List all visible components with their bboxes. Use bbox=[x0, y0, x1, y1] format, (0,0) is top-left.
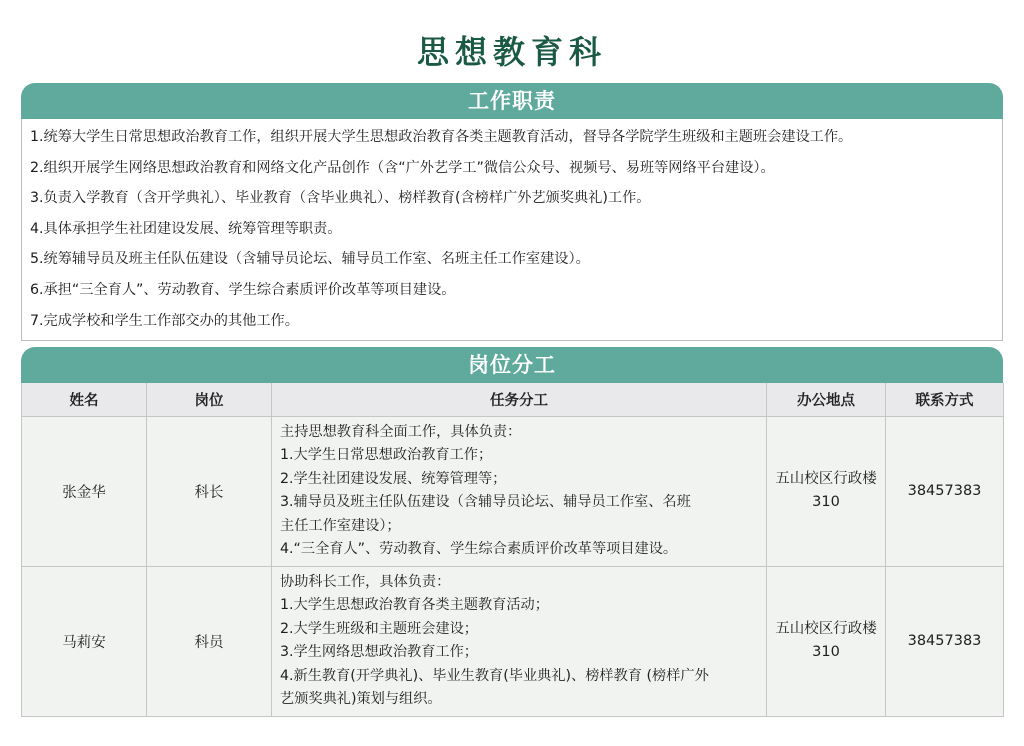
cell-location bbox=[767, 566, 886, 716]
table-row bbox=[22, 566, 1004, 716]
location-room: 310 bbox=[812, 494, 840, 510]
duty-item: 3.负责入学教育（含开学典礼）、毕业教育（含毕业典礼）、榜样教育(含榜样广外艺颁奖典礼)工作。 bbox=[30, 190, 651, 207]
task-line: 3.学生网络思想政治教育工作； bbox=[280, 644, 478, 660]
task-line: 3.辅导员及班主任队伍建设（含辅导员论坛、辅导员工作室、名班 bbox=[280, 494, 691, 510]
column-header-location: 办公地点 bbox=[767, 383, 886, 416]
duties-list bbox=[21, 119, 1003, 341]
duty-item: 2.组织开展学生网络思想政治教育和网络文化产品创作（含“广外艺学工”微信公众号、视频号、易班等网络平台建设）。 bbox=[30, 159, 775, 176]
task-line: 协助科长工作，具体负责： bbox=[280, 573, 451, 590]
task-line: 4.新生教育(开学典礼)、毕业生教育(毕业典礼)、榜样教育 (榜样广外 bbox=[280, 667, 709, 684]
duties-header: 工作职责 bbox=[21, 83, 1003, 119]
cell-location bbox=[767, 416, 886, 566]
cell-tasks bbox=[272, 416, 767, 566]
table-row bbox=[22, 416, 1004, 566]
task-line: 1.大学生日常思想政治教育工作； bbox=[280, 447, 493, 463]
task-line: 艺颁奖典礼)策划与组织。 bbox=[280, 691, 442, 707]
task-line: 4.“三全育人”、劳动教育、学生综合素质评价改革等项目建设。 bbox=[280, 541, 678, 557]
duties-section bbox=[21, 83, 1003, 341]
positions-section bbox=[21, 347, 1003, 717]
cell-phone: 38457383 bbox=[886, 566, 1004, 716]
task-line: 2.学生社团建设发展、统筹管理等； bbox=[280, 470, 507, 487]
cell-role: 科员 bbox=[147, 566, 272, 716]
task-line: 主持思想教育科全面工作，具体负责： bbox=[280, 423, 522, 440]
task-line: 1.大学生思想政治教育各类主题教育活动； bbox=[280, 597, 549, 613]
task-line: 2.大学生班级和主题班会建设； bbox=[280, 620, 478, 637]
column-header-name: 姓名 bbox=[22, 383, 147, 416]
duty-item: 6.承担“三全育人”、劳动教育、学生综合素质评价改革等项目建设。 bbox=[30, 281, 456, 298]
duty-item: 5.统筹辅导员及班主任队伍建设（含辅导员论坛、辅导员工作室、名班主任工作室建设）。 bbox=[30, 251, 590, 268]
location-line: 五山校区行政楼 bbox=[775, 621, 877, 637]
duty-item: 4.具体承担学生社团建设发展、统筹管理等职责。 bbox=[30, 220, 342, 237]
task-line: 主任工作室建设）； bbox=[280, 517, 401, 534]
cell-name: 马莉安 bbox=[22, 566, 147, 716]
cell-role: 科长 bbox=[147, 416, 272, 566]
page-title: 思想教育科 bbox=[416, 33, 607, 71]
positions-header: 岗位分工 bbox=[21, 347, 1003, 383]
location-room: 310 bbox=[812, 644, 840, 660]
cell-tasks bbox=[272, 566, 767, 716]
duty-item: 1.统筹大学生日常思想政治教育工作，组织开展大学生思想政治教育各类主题教育活动，督导各学院学生班级和主题班会建设工作。 bbox=[30, 129, 853, 145]
cell-phone: 38457383 bbox=[886, 416, 1004, 566]
positions-table bbox=[21, 383, 1004, 717]
duty-item: 7.完成学校和学生工作部交办的其他工作。 bbox=[30, 312, 299, 329]
cell-name: 张金华 bbox=[22, 416, 147, 566]
table-header-row bbox=[22, 383, 1004, 416]
column-header-phone: 联系方式 bbox=[886, 383, 1004, 416]
column-header-role: 岗位 bbox=[147, 383, 272, 416]
column-header-tasks: 任务分工 bbox=[272, 383, 767, 416]
location-line: 五山校区行政楼 bbox=[775, 471, 877, 487]
